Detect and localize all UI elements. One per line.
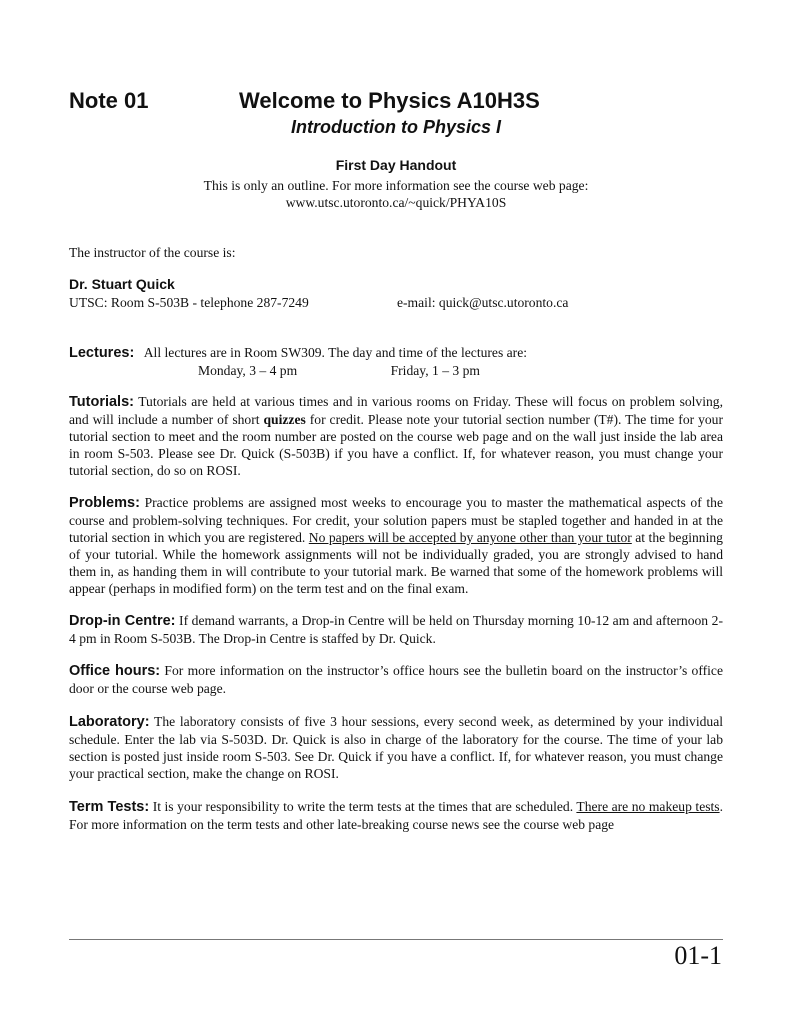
dropin-heading: Drop-in Centre: <box>69 613 176 629</box>
term-tests-underlined-notice: There are no makeup tests <box>576 799 720 814</box>
instructor-name: Dr. Stuart Quick <box>69 276 175 292</box>
lecture-time-friday: Friday, 1 – 3 pm <box>390 363 480 378</box>
tutorials-text-b: for credit. Please note your tutorial section number (T#). The time for your tutorial section to meet and the room number are posted on the course web page and on the wall just inside the lab area in room S-503. Please see Dr. Quick (S-503B) if you have a conflict. If, for whatever reason, you must change your tutorial section, do so on ROSI. <box>69 412 724 478</box>
tutorials-section <box>69 393 723 479</box>
tutorials-text-a: Tutorials are held at various times and in various rooms on Friday. These will focus on problem solving, and will include a number of short <box>69 394 723 427</box>
problems-section <box>69 494 723 597</box>
laboratory-section <box>69 713 723 782</box>
footer-divider <box>69 939 723 940</box>
tutorials-quizzes: quizzes <box>263 412 306 427</box>
instructor-office: UTSC: Room S-503B - telephone 287-7249 <box>69 295 309 310</box>
note-label: Note 01 <box>69 88 149 113</box>
handout-title: First Day Handout <box>335 157 457 173</box>
dropin-section <box>69 612 723 647</box>
handout-block <box>69 157 723 211</box>
tutorials-heading: Tutorials: <box>69 394 134 410</box>
office-hours-heading: Office hours: <box>69 663 161 679</box>
office-hours-text: For more information on the instructor’s office hours see the bulletin board on the instructor’s office door or the course web page. <box>69 663 724 696</box>
term-tests-section <box>69 798 723 833</box>
lectures-section <box>69 344 723 362</box>
lecture-times <box>198 362 480 379</box>
laboratory-text: The laboratory consists of five 3 hour sessions, every second week, as determined by your individual schedule. Enter the lab via S-503D. Dr. Quick is also in charge of the laboratory for the course. The time of your lab section is posted just inside room S-503. See Dr. Quick if you have a conflict. If, for whatever reason, you must change your practical section, make the change on ROSI. <box>69 714 723 781</box>
term-tests-text-a: It is your responsibility to write the term tests at the times that are scheduled. <box>152 799 574 814</box>
problems-heading: Problems: <box>69 495 140 511</box>
dropin-text: If demand warrants, a Drop-in Centre will be held on Thursday morning 10-12 am and afternoon 2-4 pm in Room S-503B. The Drop-in Centre is staffed by Dr. Quick. <box>69 613 723 646</box>
laboratory-heading: Laboratory: <box>69 714 150 730</box>
instructor-intro: The instructor of the course is: <box>69 245 236 260</box>
lecture-time-monday: Monday, 3 – 4 pm <box>198 363 298 378</box>
handout-outline-text: This is only an outline. For more information see the course web page: <box>203 178 589 193</box>
course-web-address: www.utsc.utoronto.ca/~quick/PHYA10S <box>285 195 507 210</box>
problems-text-a: Practice problems are assigned most weeks to encourage you to master the mathematical aspects of the course and problem-solving techniques. For credit, your solution papers must be stapled together and handed in at the tutorial section in which you are registered. <box>69 495 723 545</box>
lectures-heading: Lectures: <box>69 345 135 361</box>
document-title: Welcome to Physics A10H3S <box>239 88 540 113</box>
page-number: 01-1 <box>674 941 722 970</box>
document-subtitle: Introduction to Physics I <box>290 117 501 137</box>
office-hours-section <box>69 662 723 697</box>
term-tests-text-b: . For more information on the term tests and other late-breaking course news see the course web page <box>69 799 723 832</box>
problems-text-b: at the beginning of your tutorial. While the homework assignments will not be individually graded, you are strongly advised to hand them in, as handing them in will contribute to your tutorial mark. Be warned that some of the homework problems will appear (perhaps in modified form) on the term test and on the final exam. <box>69 530 723 596</box>
term-tests-heading: Term Tests: <box>69 799 150 815</box>
instructor-email: e-mail: quick@utsc.utoronto.ca <box>397 295 569 310</box>
problems-underlined-notice: No papers will be accepted by anyone other than your tutor <box>308 530 632 545</box>
lectures-text: All lectures are in Room SW309. The day and time of the lectures are: <box>143 345 528 360</box>
